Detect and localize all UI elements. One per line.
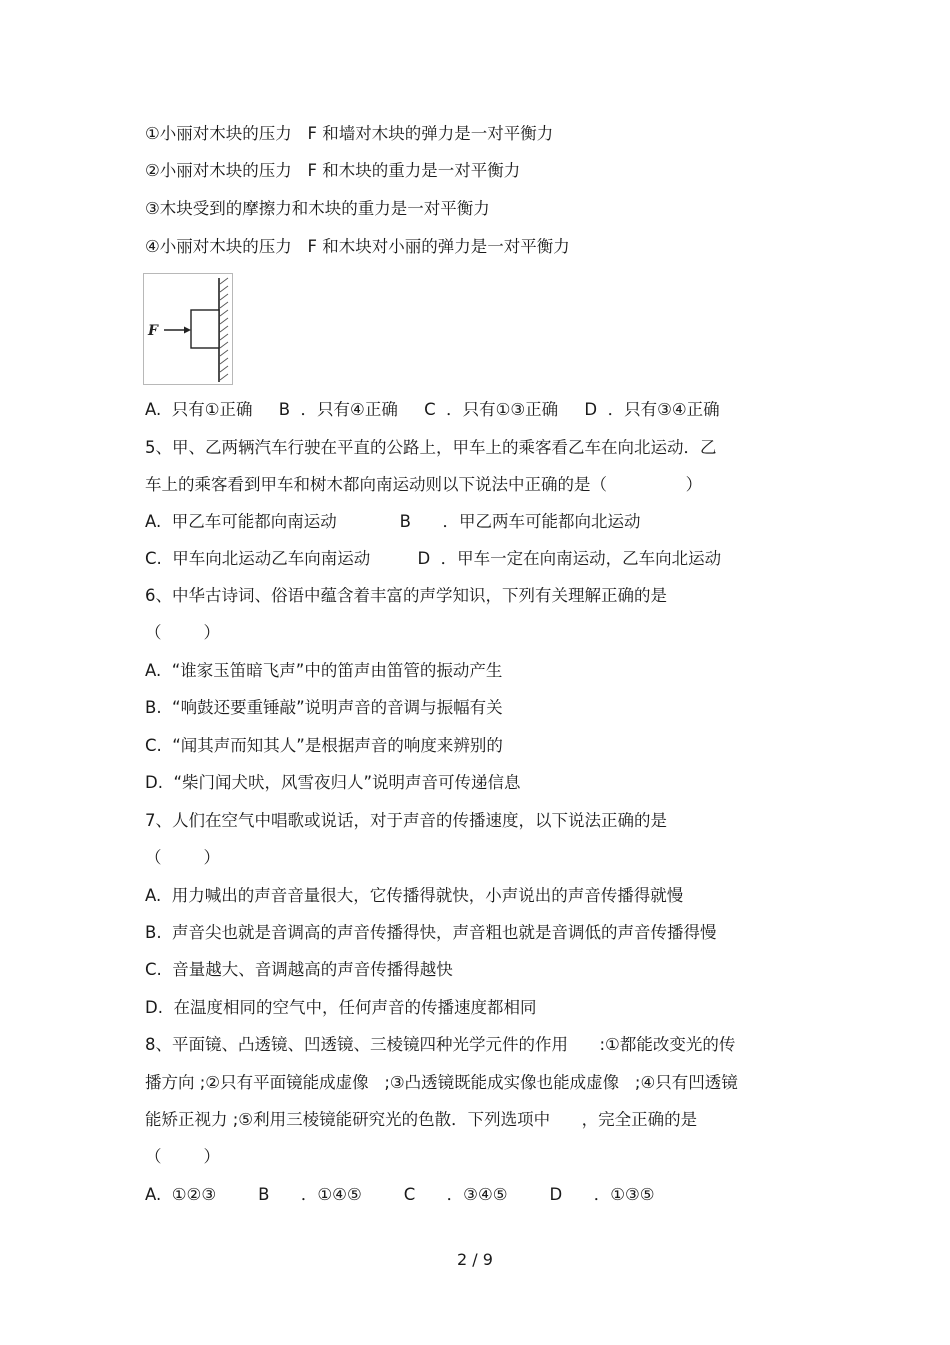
force-diagram	[143, 273, 233, 385]
question6-option-d: D. “柴门闻犬吠，风雪夜归人”说明声音可传递信息	[145, 773, 521, 792]
page-number: 2 / 9	[457, 1250, 493, 1269]
question8-options: A. ①②③ B ．①④⑤ C ．③④⑤ D ．①③⑤	[145, 1185, 655, 1204]
statement-2: ②小丽对木块的压力 F 和木块的重力是一对平衡力	[145, 161, 521, 180]
question4-options: A. 只有①正确 B ．只有④正确 C ．只有①③正确 D ．只有③④正确	[145, 400, 720, 419]
question6-stem-line1: 6、中华古诗词、俗语中蕴含着丰富的声学知识，下列有关理解正确的是	[145, 586, 667, 605]
question7-answer-blank: （ ）	[145, 848, 220, 867]
question8-stem-line2: 播方向 ;②只有平面镜能成虚像 ;③凸透镜既能成实像也能成虚像 ;④只有凹透镜	[145, 1073, 738, 1092]
wall-hatching	[220, 278, 228, 380]
question5-option-ab: A. 甲乙车可能都向南运动 B ．甲乙两车可能都向北运动	[145, 512, 641, 531]
question5-stem-line1: 5、甲、乙两辆汽车行驶在平直的公路上，甲车上的乘客看乙车在向北运动．乙	[145, 438, 717, 457]
question8-stem-line3: 能矫正视力 ;⑤利用三棱镜能研究光的色散．下列选项中 ，完全正确的是	[145, 1110, 698, 1129]
question7-stem-line1: 7、人们在空气中唱歌或说话，对于声音的传播速度，以下说法正确的是	[145, 811, 667, 830]
question5-option-cd: C. 甲车向北运动乙车向南运动 D ．甲车一定在向南运动，乙车向北运动	[145, 549, 722, 568]
question5-stem-line2: 车上的乘客看到甲车和树木都向南运动则以下说法中正确的是（ ）	[145, 475, 703, 494]
question7-option-b: B. 声音尖也就是音调高的声音传播得快，声音粗也就是音调低的声音传播得慢	[145, 923, 717, 942]
block-against-wall-figure	[144, 274, 232, 384]
question7-option-a: A. 用力喊出的声音音量很大，它传播得就快，小声说出的声音传播得就慢	[145, 886, 684, 905]
question7-option-d: D. 在温度相同的空气中，任何声音的传播速度都相同	[145, 998, 537, 1017]
question7-option-c: C. 音量越大、音调越高的声音传播得越快	[145, 960, 453, 979]
question6-option-b: B. “响鼓还要重锤敲”说明声音的音调与振幅有关	[145, 698, 503, 717]
question6-option-c: C. “闻其声而知其人”是根据声音的响度来辨别的	[145, 736, 503, 755]
question8-answer-blank: （ ）	[145, 1147, 220, 1166]
question6-option-a: A. “谁家玉笛暗飞声”中的笛声由笛管的振动产生	[145, 661, 503, 680]
question8-stem-line1: 8、平面镜、凸透镜、凹透镜、三棱镜四种光学元件的作用 :①都能改变光的传	[145, 1035, 736, 1054]
question6-answer-blank: （ ）	[145, 623, 220, 642]
statement-4: ④小丽对木块的压力 F 和木块对小丽的弹力是一对平衡力	[145, 237, 570, 256]
arrow-head	[184, 327, 191, 334]
wood-block	[191, 310, 219, 348]
statement-1: ①小丽对木块的压力 F 和墙对木块的弹力是一对平衡力	[145, 124, 554, 143]
statement-3: ③木块受到的摩擦力和木块的重力是一对平衡力	[145, 199, 490, 218]
force-label: F	[148, 323, 158, 339]
